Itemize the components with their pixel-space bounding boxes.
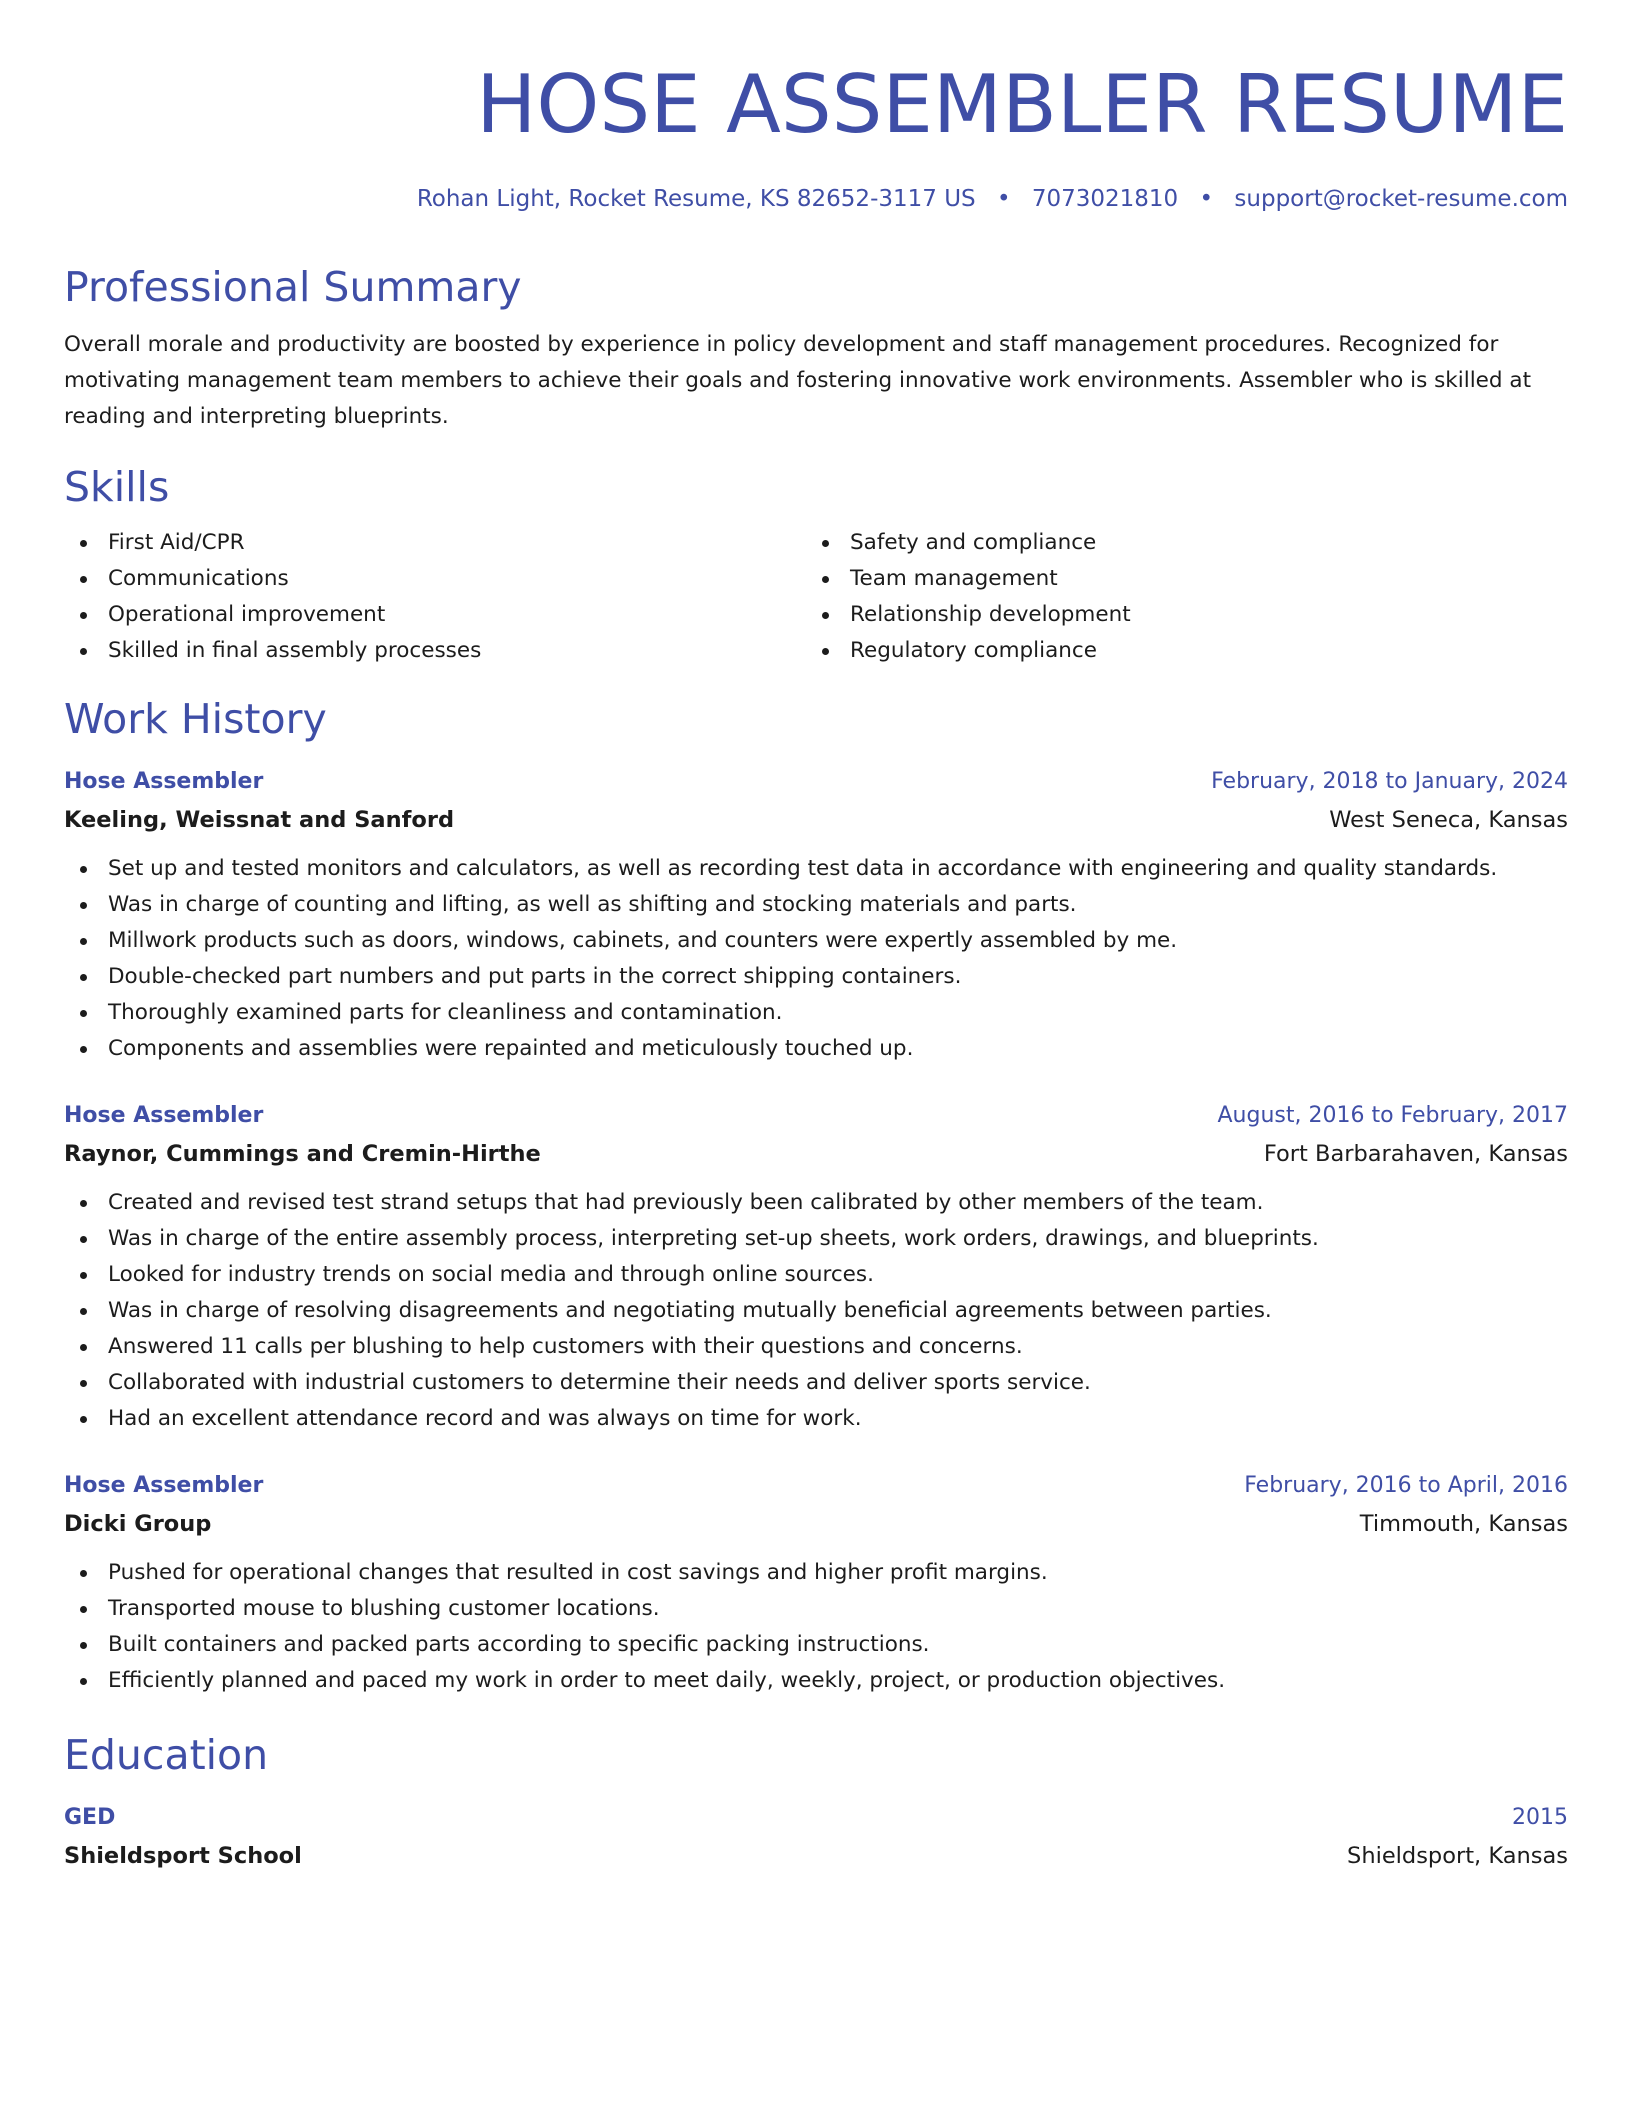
education-degree: GED <box>64 1805 116 1830</box>
skill-item: Skilled in final assembly processes <box>64 633 806 669</box>
job-company: Keeling, Weissnat and Sanford <box>64 807 455 833</box>
job-bullet: Millwork products such as doors, windows, cabinets, and counters were expertly assembled by me. <box>64 923 1568 959</box>
skill-item: Communications <box>64 561 806 597</box>
job-header-row <box>64 1467 1568 1505</box>
job-title: Hose Assembler <box>64 1103 264 1128</box>
job-bullet: Double-checked part numbers and put parts in the correct shipping containers. <box>64 959 1568 995</box>
job-company-row <box>64 1505 1568 1543</box>
skill-item: Safety and compliance <box>806 525 1548 561</box>
summary-section <box>64 261 1568 435</box>
skills-grid <box>64 525 1568 669</box>
work-history-heading: Work History <box>64 695 327 743</box>
job-dates: August, 2016 to February, 2017 <box>1217 1103 1568 1128</box>
education-location: Shieldsport, Kansas <box>1347 1843 1568 1869</box>
job-bullet: Was in charge of resolving disagreements and negotiating mutually beneficial agreements between parties. <box>64 1293 1568 1329</box>
education-heading: Education <box>64 1731 269 1779</box>
job-company: Raynor, Cummings and Cremin-Hirthe <box>64 1141 541 1167</box>
job-bullet: Was in charge of counting and lifting, as well as shifting and stocking materials and parts. <box>64 887 1568 923</box>
job-bullet: Created and revised test strand setups that had previously been calibrated by other members of the team. <box>64 1185 1568 1221</box>
job-entry <box>64 1467 1568 1699</box>
education-section <box>64 1729 1568 1875</box>
work-history-section <box>64 693 1568 1699</box>
job-dates: February, 2018 to January, 2024 <box>1211 769 1568 794</box>
job-bullets <box>64 1555 1568 1699</box>
resume-title: HOSE ASSEMBLER RESUME <box>476 58 1568 151</box>
job-location: Timmouth, Kansas <box>1359 1511 1568 1537</box>
job-location: Fort Barbarahaven, Kansas <box>1263 1141 1568 1167</box>
job-title: Hose Assembler <box>64 1473 264 1498</box>
skill-item: Operational improvement <box>64 597 806 633</box>
resume-page <box>64 0 1568 1875</box>
skills-list-right <box>806 525 1548 669</box>
job-bullet: Collaborated with industrial customers to determine their needs and deliver sports service. <box>64 1365 1568 1401</box>
skill-item: Team management <box>806 561 1548 597</box>
job-entry <box>64 1097 1568 1437</box>
education-school-row <box>64 1837 1568 1875</box>
job-company: Dicki Group <box>64 1511 212 1537</box>
job-header-row <box>64 1097 1568 1135</box>
summary-text: Overall morale and productivity are boosted by experience in policy development and staff management procedures. Recognized for motivating management team members to achieve their goals and fostering innovative work environments. Assembler who is skilled at reading and interpreting blueprints. <box>64 332 1531 429</box>
summary-heading: Professional Summary <box>64 263 522 311</box>
job-bullet: Thoroughly examined parts for cleanliness and contamination. <box>64 995 1568 1031</box>
contact-separator: • <box>1199 186 1214 212</box>
job-header-row <box>64 763 1568 801</box>
job-bullet: Built containers and packed parts according to specific packing instructions. <box>64 1627 1568 1663</box>
job-bullet: Transported mouse to blushing customer locations. <box>64 1591 1568 1627</box>
education-header-row <box>64 1799 1568 1837</box>
education-school: Shieldsport School <box>64 1843 302 1869</box>
education-year: 2015 <box>1512 1805 1568 1830</box>
job-bullet: Components and assemblies were repainted and meticulously touched up. <box>64 1031 1568 1067</box>
job-bullet: Pushed for operational changes that resulted in cost savings and higher profit margins. <box>64 1555 1568 1591</box>
skills-section <box>64 461 1568 669</box>
job-company-row <box>64 1135 1568 1173</box>
education-entry <box>64 1799 1568 1875</box>
contact-email: support@rocket-resume.com <box>1234 186 1568 212</box>
job-bullet: Was in charge of the entire assembly process, interpreting set-up sheets, work orders, drawings, and blueprints. <box>64 1221 1568 1257</box>
job-entry <box>64 763 1568 1067</box>
contact-address: Rohan Light, Rocket Resume, KS 82652-3117 US <box>416 186 976 212</box>
job-bullet: Set up and tested monitors and calculators, as well as recording test data in accordance with engineering and quality standards. <box>64 851 1568 887</box>
job-bullets <box>64 1185 1568 1437</box>
job-company-row <box>64 801 1568 839</box>
job-title: Hose Assembler <box>64 769 264 794</box>
job-bullet: Looked for industry trends on social media and through online sources. <box>64 1257 1568 1293</box>
skills-heading: Skills <box>64 463 170 511</box>
job-dates: February, 2016 to April, 2016 <box>1244 1473 1568 1498</box>
skill-item: First Aid/CPR <box>64 525 806 561</box>
contact-phone: 7073021810 <box>1031 186 1179 212</box>
contact-line <box>64 183 1568 215</box>
skill-item: Relationship development <box>806 597 1548 633</box>
job-location: West Seneca, Kansas <box>1329 807 1568 833</box>
skills-list-left <box>64 525 806 669</box>
skill-item: Regulatory compliance <box>806 633 1548 669</box>
job-bullet: Efficiently planned and paced my work in order to meet daily, weekly, project, or production objectives. <box>64 1663 1568 1699</box>
job-bullets <box>64 851 1568 1067</box>
job-bullet: Had an excellent attendance record and was always on time for work. <box>64 1401 1568 1437</box>
job-bullet: Answered 11 calls per blushing to help customers with their questions and concerns. <box>64 1329 1568 1365</box>
contact-separator: • <box>996 186 1011 212</box>
